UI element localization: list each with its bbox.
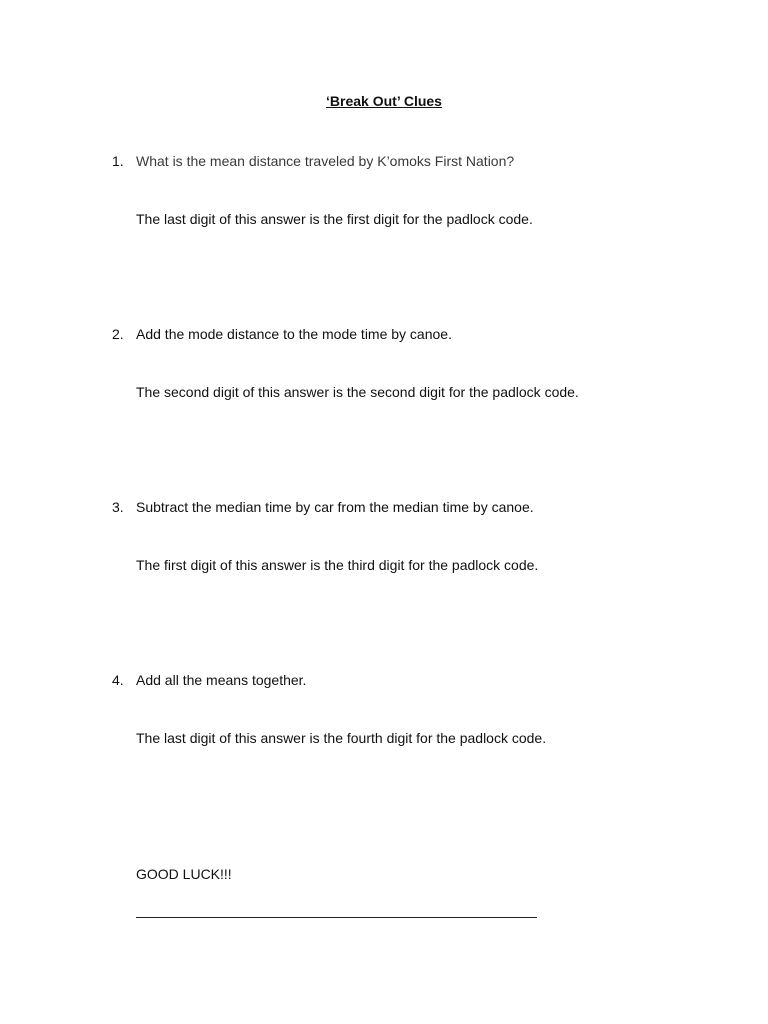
closing-text: GOOD LUCK!!! <box>136 866 232 882</box>
clue-3-number: 3. <box>112 499 124 515</box>
clue-1-instruction: The last digit of this answer is the first digit for the padlock code. <box>136 211 533 227</box>
clue-3-instruction: The first digit of this answer is the third digit for the padlock code. <box>136 557 539 573</box>
page-title: ‘Break Out’ Clues <box>326 93 442 109</box>
signature-line <box>136 917 537 918</box>
clue-1-number: 1. <box>112 153 124 169</box>
clue-2-number: 2. <box>112 326 124 342</box>
clue-3-question: Subtract the median time by car from the median time by canoe. <box>136 499 534 515</box>
clue-2-instruction: The second digit of this answer is the second digit for the padlock code. <box>136 384 579 400</box>
clue-1-question: What is the mean distance traveled by K’omoks First Nation? <box>136 153 515 169</box>
clue-2-question: Add the mode distance to the mode time by canoe. <box>136 326 452 342</box>
clue-4-instruction: The last digit of this answer is the fourth digit for the padlock code. <box>136 730 547 746</box>
clue-4-question: Add all the means together. <box>136 672 307 688</box>
clue-4-number: 4. <box>112 672 124 688</box>
